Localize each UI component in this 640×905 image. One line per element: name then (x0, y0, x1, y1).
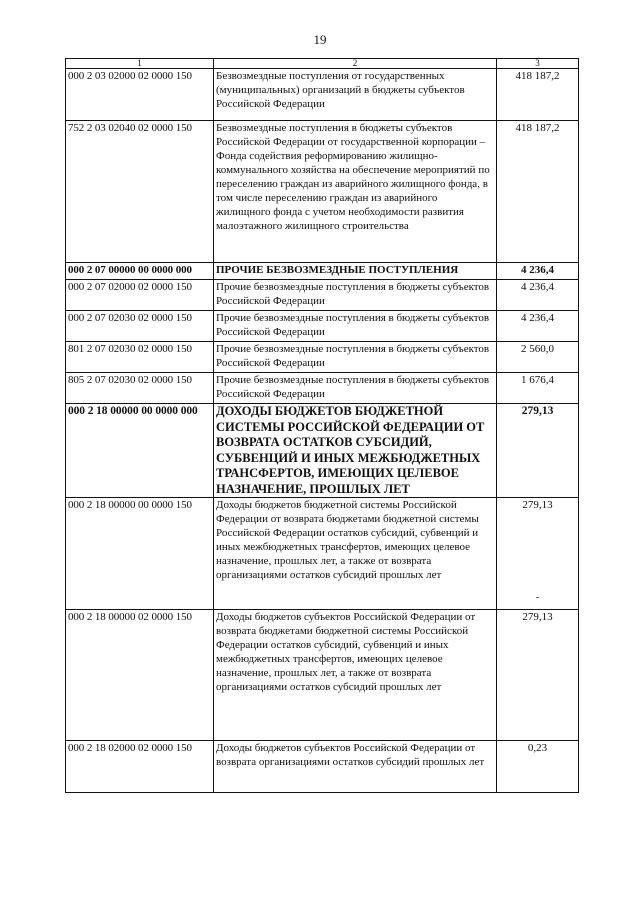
table-row (66, 342, 579, 373)
revenue-amount: 279,13 (522, 499, 553, 511)
revenue-name: Прочие безвозмездные поступления в бюджеты субъектов Российской Федерации (214, 373, 497, 404)
table-row (66, 373, 579, 404)
revenue-amount: 279,13 (497, 610, 579, 741)
classification-code: 000 2 03 02000 02 0000 150 (66, 69, 214, 121)
classification-code: 801 2 07 02030 02 0000 150 (66, 342, 214, 373)
revenue-amount-cell (497, 498, 579, 610)
revenue-amount: 279,13 (497, 404, 579, 498)
classification-code: 000 2 18 00000 02 0000 150 (66, 610, 214, 741)
table-row (66, 498, 579, 610)
revenue-name: Прочие безвозмездные поступления в бюджеты субъектов Российской Федерации (214, 311, 497, 342)
classification-code: 000 2 07 00000 00 0000 000 (66, 263, 214, 280)
table-row (66, 121, 579, 263)
revenue-name: Доходы бюджетов субъектов Российской Федерации от возврата организациями остатков субсидий прошлых лет (214, 741, 497, 793)
table-row (66, 404, 579, 498)
table-row (66, 311, 579, 342)
revenue-amount: 4 236,4 (497, 263, 579, 280)
table-row (66, 741, 579, 793)
revenue-amount: 0,23 (497, 741, 579, 793)
table-header-row (66, 59, 579, 69)
revenue-amount: 418 187,2 (497, 121, 579, 263)
budget-table (65, 58, 579, 793)
table-row (66, 263, 579, 280)
revenue-name: Прочие безвозмездные поступления в бюджеты субъектов Российской Федерации (214, 280, 497, 311)
column-header-name: 2 (214, 59, 497, 69)
classification-code: 000 2 18 02000 02 0000 150 (66, 741, 214, 793)
classification-code: 805 2 07 02030 02 0000 150 (66, 373, 214, 404)
classification-code: 000 2 07 02030 02 0000 150 (66, 311, 214, 342)
revenue-name: Безвозмездные поступления от государственных (муниципальных) организаций в бюджеты субъектов Российской Федерации (214, 69, 497, 121)
classification-code: 752 2 03 02040 02 0000 150 (66, 121, 214, 263)
page-number: 19 (313, 32, 327, 47)
column-header-code: 1 (66, 59, 214, 69)
table-row (66, 69, 579, 121)
dash-mark: - (535, 592, 540, 603)
revenue-name: Доходы бюджетов субъектов Российской Федерации от возврата бюджетами бюджетной системы Российской Федерации остатков субсидий, субвенций и иных межбюджетных трансфертов, имеющих целевое назначение, прошлых лет, а также от возврата организациями остатков субсидий прошлых лет (214, 610, 497, 741)
revenue-amount: 4 236,4 (497, 280, 579, 311)
revenue-amount: 1 676,4 (497, 373, 579, 404)
classification-code: 000 2 18 00000 00 0000 000 (66, 404, 214, 498)
column-header-amount: 3 (497, 59, 579, 69)
classification-code: 000 2 18 00000 00 0000 150 (66, 498, 214, 610)
revenue-name: Прочие безвозмездные поступления в бюджеты субъектов Российской Федерации (214, 342, 497, 373)
revenue-amount: 418 187,2 (497, 69, 579, 121)
revenue-amount: 4 236,4 (497, 311, 579, 342)
table-row (66, 610, 579, 741)
classification-code: 000 2 07 02000 02 0000 150 (66, 280, 214, 311)
revenue-name: ДОХОДЫ БЮДЖЕТОВ БЮДЖЕТНОЙ СИСТЕМЫ РОССИЙСКОЙ ФЕДЕРАЦИИ ОТ ВОЗВРАТА ОСТАТКОВ СУБСИДИЙ, СУБВЕНЦИЙ И ИНЫХ МЕЖБЮДЖЕТНЫХ ТРАНСФЕРТОВ, ИМЕЮЩИХ ЦЕЛЕВОЕ НАЗНАЧЕНИЕ, ПРОШЛЫХ ЛЕТ (214, 404, 497, 498)
table-row (66, 280, 579, 311)
revenue-name: Доходы бюджетов бюджетной системы Российской Федерации от возврата бюджетами бюджетной системы Российской Федерации остатков субсидий, субвенций и иных межбюджетных трансфертов, имеющих целевое назначение, прошлых лет, а также от возврата организациями остатков субсидий прошлых лет (214, 498, 497, 610)
revenue-amount: 2 560,0 (497, 342, 579, 373)
revenue-name: ПРОЧИЕ БЕЗВОЗМЕЗДНЫЕ ПОСТУПЛЕНИЯ (214, 263, 497, 280)
revenue-name: Безвозмездные поступления в бюджеты субъектов Российской Федерации от государственной корпорации – Фонда содействия реформированию жилищно-коммунального хозяйства на обеспечение мероприятий по переселению граждан из аварийного жилищного фонда, в том числе переселению граждан из аварийного жилищного фонда с учетом необходимости развития малоэтажного жилищного строительства (214, 121, 497, 263)
